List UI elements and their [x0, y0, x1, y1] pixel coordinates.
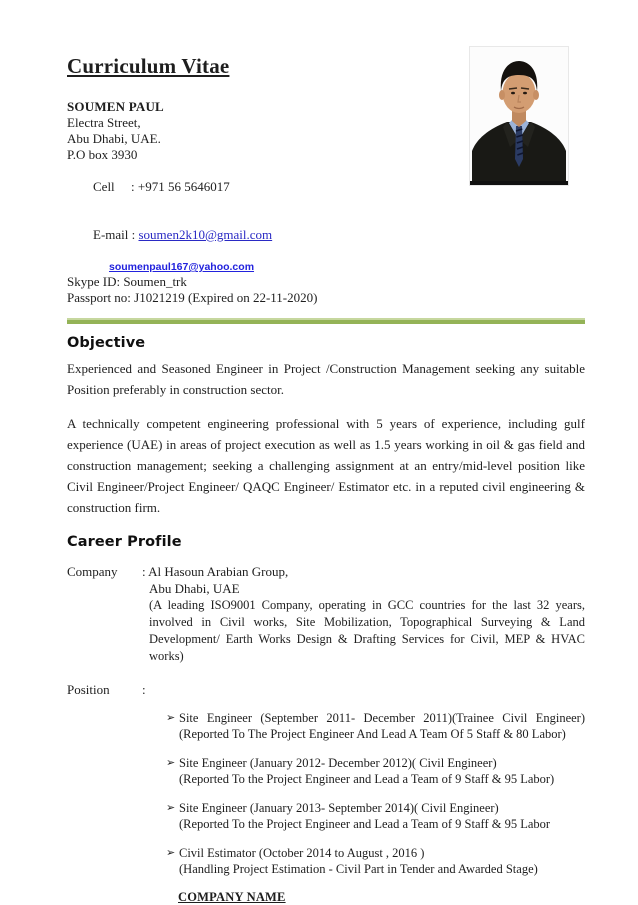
objective-paragraph-1: Experienced and Seasoned Engineer in Project /Construction Management seeking any suitable Position preferably in construction sector.	[67, 361, 585, 397]
email-secondary-link[interactable]: soumenpaul167@yahoo.com	[109, 261, 255, 273]
position-entry	[179, 845, 585, 877]
objective-paragraph-2: A technically competent engineering professional with 5 years of experience, including gulf experience (UAE) in areas of project execution as well as 1.5 years working in oil & gas field and construction management; seeking a challenging assignment at an entry/mid-level position like Civil Engineer/Project Engineer/ QAQC Engineer/ Estimator etc. in a reputed civil engineering & construction firm.	[67, 416, 585, 515]
page-title: Curriculum Vitae	[67, 54, 230, 78]
objective-heading: Objective	[67, 335, 146, 351]
position-entry-detail: (Handling Project Estimation - Civil Part in Tender and Awarded Stage)	[179, 862, 538, 876]
position-entry-detail: (Reported To the Project Engineer and Lead a Team of 9 Staff & 95 Labor)	[179, 772, 555, 786]
company-content	[142, 563, 585, 665]
position-row	[67, 681, 585, 698]
position-entry-title: Site Engineer (January 2012- December 2012)( Civil Engineer)	[179, 756, 497, 770]
position-entry-title: Site Engineer (September 2011- December 2011)(Trainee Civil Engineer)	[179, 711, 585, 725]
company-label: Company	[67, 564, 118, 579]
green-divider-rule	[67, 318, 585, 324]
contact-name: SOUMEN PAUL	[67, 99, 164, 114]
list-item	[166, 755, 585, 787]
position-entry	[179, 710, 585, 742]
position-entry-detail: (Reported To The Project Engineer And Lead A Team Of 5 Staff & 80 Labor)	[179, 727, 566, 741]
company-description: (A leading ISO9001 Company, operating in GCC countries for the last 32 years, involved in Civil works, Site Mobilization, Topographical Surveying & Land Development/ Earth Works Design & Drafting Services for Civil, MEP & HVAC works)	[149, 598, 585, 663]
arrow-bullet-icon: ➢	[166, 712, 176, 724]
list-item	[166, 800, 585, 832]
applicant-photo-illustration	[470, 47, 568, 185]
position-entry-title: Civil Estimator (October 2014 to August , 2016 )	[179, 846, 425, 860]
company-name-placeholder: COMPANY NAME	[178, 890, 286, 904]
list-item	[166, 845, 585, 877]
position-entry-title: Site Engineer (January 2013- September 2014)( Civil Engineer)	[179, 801, 499, 815]
cell-value: : +971 56 5646017	[131, 179, 230, 194]
company-name-line: : Al Hasoun Arabian Group,	[142, 564, 289, 579]
company-row	[67, 563, 585, 665]
career-profile-heading: Career Profile	[67, 534, 182, 550]
position-entry	[179, 800, 585, 832]
contact-passport-line: Passport no: J1021219 (Expired on 22-11-2020)	[67, 290, 318, 305]
contact-skype-line: Skype ID: Soumen_trk	[67, 274, 187, 289]
arrow-bullet-icon: ➢	[166, 847, 176, 859]
applicant-photo	[470, 47, 568, 185]
contact-address-line2: Abu Dhabi, UAE.	[67, 131, 161, 146]
email-primary-link[interactable]: soumen2k10@gmail.com	[138, 227, 273, 242]
arrow-bullet-icon: ➢	[166, 802, 176, 814]
contact-address-line1: Electra Street,	[67, 115, 141, 130]
contact-email-line	[67, 211, 585, 259]
email-label: E-mail :	[93, 227, 139, 242]
position-entry	[179, 755, 585, 787]
arrow-bullet-icon: ➢	[166, 757, 176, 769]
contact-email-secondary-line	[109, 259, 585, 274]
cell-label: Cell	[93, 179, 115, 194]
position-label: Position	[67, 682, 110, 697]
position-entry-detail: (Reported To the Project Engineer and Lead a Team of 9 Staff & 95 Labor	[179, 817, 551, 831]
position-list	[166, 710, 585, 877]
contact-address-line3: P.O box 3930	[67, 147, 138, 162]
position-colon: :	[142, 682, 146, 697]
list-item	[166, 710, 585, 742]
company-city-line: Abu Dhabi, UAE	[149, 581, 240, 596]
